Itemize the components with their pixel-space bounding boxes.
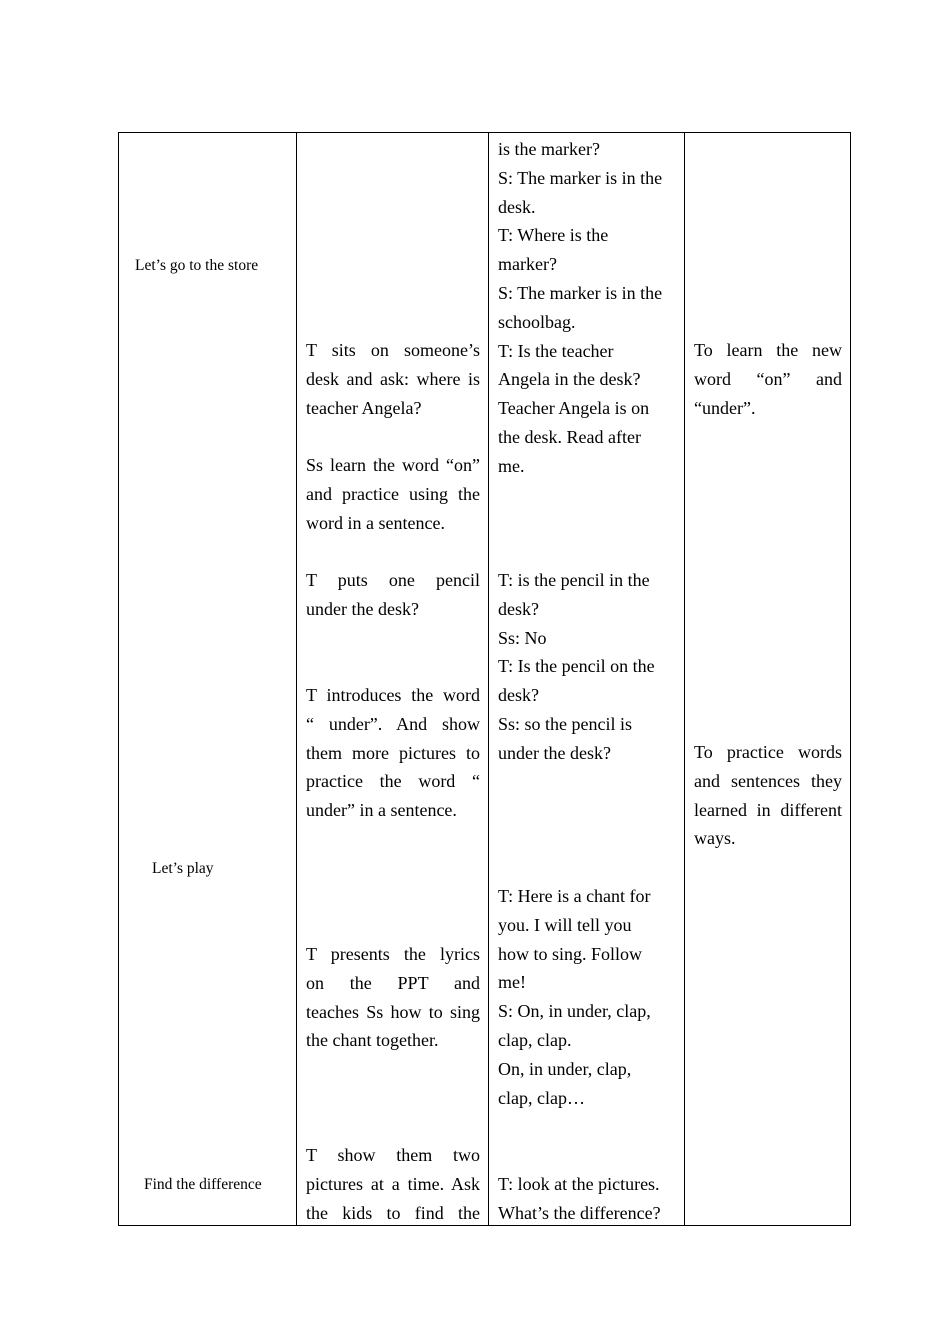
column-divider-1 <box>296 132 297 1226</box>
dialogue-difference: T: look at the pictures. What’s the difference? <box>498 1174 661 1223</box>
activity-play: Let’s play <box>152 860 214 877</box>
procedure-learn-on: Ss learn the word “on” and practice using the word in a sentence. <box>306 455 480 533</box>
purpose-practice: To practice words and sentences they learned in different ways. <box>694 742 842 849</box>
dialogue-pencil: T: is the pencil in the desk? Ss: No T: Is the pencil on the desk? Ss: so the pencil is under the desk? <box>498 570 655 763</box>
procedure-sit-desk: T sits on someone’s desk and ask: where is teacher Angela? <box>306 340 480 418</box>
column-divider-3 <box>684 132 685 1226</box>
procedure-pictures: T show them two pictures at a time. Ask the kids to find the <box>306 1145 480 1223</box>
dialogue-marker: is the marker? S: The marker is in the desk. T: Where is the marker? S: The marker is in the schoolbag. T: Is the teacher Angela in the desk? Teacher Angela is on the desk. Read after me. <box>498 139 663 476</box>
dialogue-chant: T: Here is a chant for you. I will tell you how to sing. Follow me! S: On, in under, clap, clap, clap. On, in under, clap, clap, clap… <box>498 886 651 1108</box>
procedure-pencil-under: T puts one pencil under the desk? <box>306 570 480 619</box>
procedure-lyrics: T presents the lyrics on the PPT and teaches Ss how to sing the chant together. <box>306 944 480 1051</box>
procedure-introduce-under: T introduces the word “ under”. And show them more pictures to practice the word “ under” in a sentence. <box>306 685 480 821</box>
lesson-table <box>118 132 851 1226</box>
purpose-new-word: To learn the new word “on” and “under”. <box>694 340 842 418</box>
activity-store: Let’s go to the store <box>135 257 259 274</box>
column-divider-2 <box>488 132 489 1226</box>
activity-difference: Find the difference <box>144 1176 262 1193</box>
